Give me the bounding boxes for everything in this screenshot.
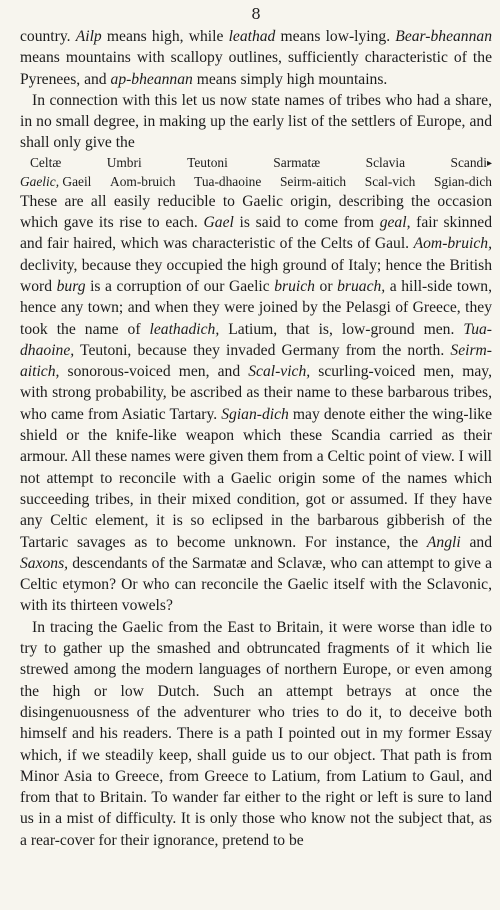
italic-term: Tua-dhaoine, (20, 320, 492, 359)
text-run: In connection with this let us now state names of tribes who had a share, in no small degree, in making up the early list of the settlers of Europe, and shall only give the (20, 91, 492, 152)
text-run: Latium, that is, low-ground men. (219, 320, 464, 338)
gaelic-name: Gaeil (62, 173, 92, 189)
gaelic-first-cell (20, 173, 91, 191)
italic-term: Angli (426, 533, 461, 551)
italic-term: burg (56, 277, 86, 295)
italic-term: leathadich, (149, 320, 220, 338)
text-run: may denote either the wing-like shield or the knife-like weapon which these Scandia carried as their armour. All these names were given them from a Celtic point of view. I will not attempt to reconcile with a Gaelic origin some of the names which succeeding tribes, in their mixed condition, got or assumed. If they have any Celtic element, it is so eclipsed in the barbarous gibberish of the Tartaric savages as to become unknown. For instance, the (20, 405, 493, 551)
gaelic-name: Tua-dhaoine (194, 173, 262, 189)
gaelic-name: Aom-bruich (110, 173, 176, 189)
gaelic-names-row (20, 173, 492, 191)
text-run: Teutoni, because they invaded Germany from the north. (74, 341, 451, 359)
text-run: and (460, 533, 492, 551)
italic-term: Seirm-aitich, (20, 341, 492, 381)
text-run: a hill-side town, hence any town; and when they were joined by the Pelasgi of Greece, they took the name of (20, 277, 493, 338)
italic-term: Gael (203, 214, 234, 232)
italic-term: bruich (274, 277, 315, 295)
latin-name: Teutoni (187, 154, 228, 170)
text-run: sonorous-voiced men, and (59, 363, 249, 381)
gaelic-name: Scal-vich (364, 173, 416, 189)
text-run: or (314, 277, 338, 295)
text-run: These are all easily reducible to Gaelic origin, describing the occasion which gave its rise to each. (20, 192, 492, 232)
gaelic-name: Seirm-aitich (279, 173, 347, 189)
italic-term: Sgian-dich (221, 405, 289, 423)
italic-term: Ailp (75, 28, 102, 45)
paragraph-1 (20, 26, 492, 90)
text-run: means high, while (101, 28, 229, 45)
text-run: means low-lying. (275, 28, 396, 45)
paragraph-2 (20, 90, 492, 154)
latin-name: Scandi (450, 154, 487, 170)
arrow-right-icon: ▸ (486, 157, 492, 169)
italic-term: Scal-vich, (248, 363, 311, 381)
latin-names-row (20, 154, 492, 173)
latin-name: Sarmatæ (273, 154, 321, 170)
italic-term: Bear-bheannan (395, 28, 492, 45)
gaelic-label: Gaelic, (20, 173, 60, 189)
italic-term: ap-bheannan (110, 70, 193, 88)
italic-term: Saxons, (20, 554, 69, 572)
paragraph-4 (20, 617, 492, 851)
text-run: means simply high mountains. (192, 70, 388, 88)
text-run: is said to come from (233, 214, 380, 232)
text-run: is a corruption of our Gaelic (85, 277, 275, 295)
latin-name: Umbri (106, 154, 142, 170)
text-run: means mountains with scallopy outlines, sufficiently characteristic of the Pyrenees, and (20, 49, 492, 88)
paragraph-3 (20, 191, 492, 617)
latin-name: Celtæ (30, 154, 62, 170)
latin-name: Sclavia (365, 154, 406, 170)
gaelic-name: Sgian-dich (433, 173, 492, 189)
text-run: In tracing the Gaelic from the East to Britain, it were worse than idle to try to gather up the smashed and obtruncated fragments of it which lie strewed among the modern languages of northern Europe, or even among the high or low Dutch. Such an attempt betrays at once the disingenuousness of the adventurer who tries to do it, to deceive both himself and his readers. There is a path I pointed out in my former Essay which, if we steadily keep, shall guide us to our object. That path is from Minor Asia to Greece, from Greece to Latium, from Latium to Gaul, and from that to Britain. To wander far either to the right or left is sure to land us in a mist of difficulty. It is only those who know not the subject that, as a rear-cover for their ignorance, pretend to be (20, 618, 492, 849)
tribe-names-table (20, 154, 492, 191)
text-run: scurling-voiced men, may, with strong probability, be ascribed as their name to these barbarous tribes, who came from Asiatic Tartary. (20, 363, 492, 423)
page-number: 8 (251, 5, 261, 23)
italic-term: leathad (228, 28, 276, 45)
latin-name-last (451, 154, 492, 173)
text-run: country. (20, 28, 76, 45)
text-run: descendants of the Sarmatæ and Sclavæ, who can attempt to give a Celtic etymon? Or who can reconcile the Gaelic itself with the Sclavonic, with its thirteen vowels? (20, 554, 492, 615)
italic-term: geal, (379, 214, 411, 232)
text-run: declivity, because they occupied the high ground of Italy; hence the British word (20, 256, 492, 295)
page-body (20, 26, 492, 851)
italic-term: bruach, (337, 277, 386, 295)
italic-term: Aom-bruich, (413, 235, 492, 253)
text-run: fair skinned and fair haired, which was characteristic of the Celts of Gaul. (20, 214, 492, 253)
